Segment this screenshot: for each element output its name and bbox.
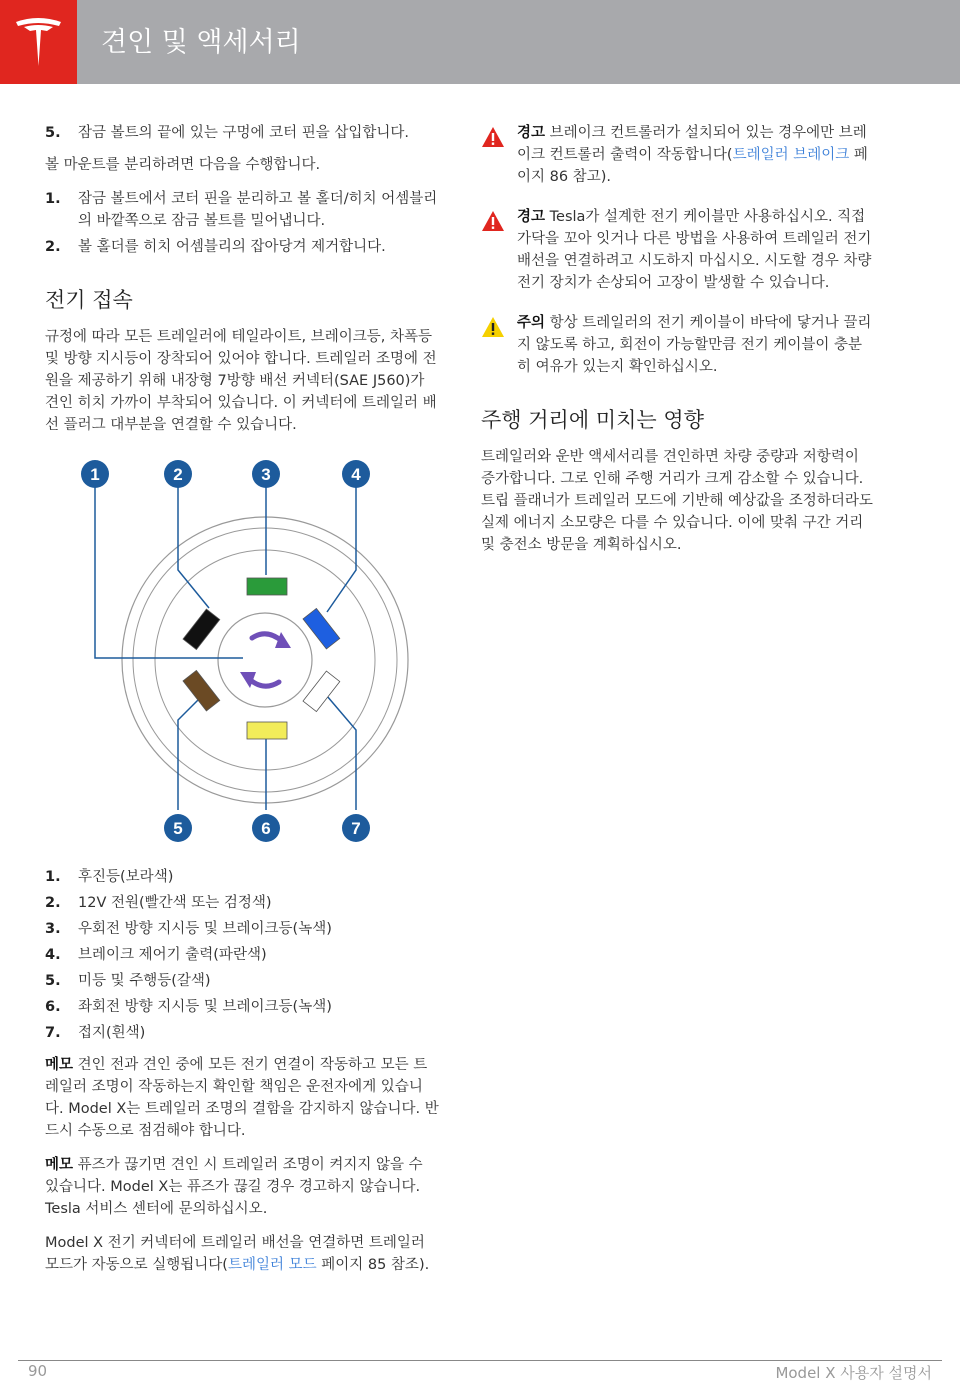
callout-7 — [342, 814, 370, 842]
callout-5-label: 5 — [173, 819, 183, 838]
callout-7-label: 7 — [351, 819, 361, 838]
page-title: 견인 및 액세서리 — [101, 27, 301, 58]
pin-description: 접지(흰색) — [78, 1025, 146, 1041]
pin-number: 4. — [45, 947, 61, 963]
caution-text: 항상 트레일러의 전기 케이블이 바닥에 닿거나 끌리지 않도록 하고, 회전이 가능할만큼 전기 케이블이 충분히 여유가 있는지 확인하십시오. — [517, 315, 872, 375]
warning-text-block — [517, 206, 876, 294]
leader-5 — [178, 690, 208, 810]
callout-1 — [81, 460, 109, 488]
pin-5-brown — [183, 670, 220, 710]
trailer-mode-page-ref: 페이지 85 참조). — [316, 1257, 430, 1273]
warning-label: 경고 — [517, 125, 546, 141]
step-number: 1. — [45, 191, 61, 207]
caution-label: 주의 — [517, 315, 546, 331]
trailer-mode-text: Model X 전기 커넥터에 트레일러 배선을 연결하면 트레일러 모드가 자동으로 실행됩니다( — [45, 1235, 425, 1273]
tesla-logo — [0, 0, 77, 84]
outer-ring-inner — [133, 528, 397, 792]
range-paragraph: 트레일러와 운반 액세서리를 견인하면 차량 중량과 저항력이 증가합니다. 그로 인해 주행 거리가 크게 감소할 수 있습니다. 트립 플래너가 트레일러 모드에 기반해 예상값을 조정하더라도 실제 에너지 소모량은 다를 수 있습니다. 이에 맞춰 구간 거리 및 충전소 방문을 계획하십시오. — [481, 449, 873, 553]
electrical-paragraph: 규정에 따라 모든 트레일러에 테일라이트, 브레이크등, 차폭등 및 방향 지시등이 장착되어 있어야 합니다. 트레일러 조명에 전원을 제공하기 위해 내장형 7방향 배선 커넥터(SAE J560)가 견인 히치 가까이 부착되어 있습니다. 이 커넥터에 트레일러 배선 플러그 대부분을 연결할 수 있습니다. — [45, 329, 437, 433]
electrical-heading: 전기 접속 — [45, 288, 133, 312]
connector-diagram — [45, 450, 440, 850]
detach-step — [45, 188, 440, 232]
step-number: 5. — [45, 125, 61, 141]
detach-step — [45, 236, 440, 258]
memo-label: 메모 — [45, 1157, 74, 1173]
pin-number: 5. — [45, 973, 61, 989]
caution-text-block — [517, 312, 876, 378]
caution-icon — [481, 316, 505, 338]
leader-2 — [178, 486, 209, 608]
callout-5 — [164, 814, 192, 842]
install-step-5 — [45, 122, 440, 144]
pin-description: 후진등(보라색) — [78, 869, 174, 885]
tesla-logo-icon — [14, 16, 63, 68]
leader-1 — [95, 486, 243, 658]
right-column — [481, 122, 876, 568]
pin-description: 좌회전 방향 지시등 및 브레이크등(녹색) — [78, 999, 332, 1015]
warning-label: 경고 — [517, 209, 546, 225]
callout-2-label: 2 — [173, 465, 183, 484]
warning-text-block — [517, 122, 876, 188]
connector-diagram-svg — [45, 450, 440, 850]
trailer-mode-paragraph — [45, 1232, 440, 1276]
callout-1-label: 1 — [90, 465, 100, 484]
pin-legend-item — [45, 996, 440, 1018]
step-text: 잠금 볼트의 끝에 있는 구멍에 코터 핀을 삽입합니다. — [78, 125, 410, 141]
pin-number: 3. — [45, 921, 61, 937]
step-number: 2. — [45, 239, 61, 255]
detach-step-list — [45, 188, 440, 258]
callout-6-label: 6 — [261, 819, 271, 838]
memo-label: 메모 — [45, 1057, 74, 1073]
pin-description: 우회전 방향 지시등 및 브레이크등(녹색) — [78, 921, 332, 937]
memo-text: 견인 전과 견인 중에 모든 전기 연결이 작동하고 모든 트레일러 조명이 작동하는지 확인할 책임은 운전자에게 있습니다. Model X는 트레일러 조명의 결함을 감지하지 않습니다. 반드시 수동으로 점검해야 합니다. — [45, 1057, 439, 1139]
pin-6-yellow — [247, 722, 287, 739]
callout-4-label: 4 — [351, 465, 361, 484]
warning-brake-controller — [481, 122, 876, 188]
pin-description: 미등 및 주행등(갈색) — [78, 973, 211, 989]
pin-legend-item — [45, 1022, 440, 1044]
memo-lighting — [45, 1054, 440, 1142]
trailer-mode-link[interactable]: 트레일러 모드 — [227, 1257, 317, 1273]
trailer-brake-link[interactable]: 트레일러 브레이크 — [732, 147, 850, 163]
step-text: 볼 홀더를 히치 어셈블리의 잡아당겨 제거합니다. — [78, 239, 386, 255]
leader-7 — [327, 696, 356, 810]
pin-3-green — [247, 578, 287, 595]
warning-icon — [481, 210, 505, 232]
footer-divider — [18, 1360, 942, 1361]
outer-ring — [122, 517, 408, 803]
install-step-list — [45, 122, 440, 144]
callout-3-label: 3 — [261, 465, 271, 484]
callout-3 — [252, 460, 280, 488]
callout-4 — [342, 460, 370, 488]
pin-description: 브레이크 제어기 출력(파란색) — [78, 947, 267, 963]
pin-legend-item — [45, 866, 440, 888]
step-text: 잠금 볼트에서 코터 핀을 분리하고 볼 홀더/히치 어셈블리의 바깥쪽으로 잠금 볼트를 밀어냅니다. — [78, 191, 438, 229]
left-column — [45, 122, 440, 1288]
pin-number: 2. — [45, 895, 61, 911]
warning-text: Tesla가 설계한 전기 케이블만 사용하십시오. 직접 가닥을 꼬아 잇거나 다른 방법을 사용하여 트레일러 전기 배선을 연결하려고 시도하지 마십시오. 시도할 경우 차량 전기 장치가 손상되어 고장이 발생할 수 있습니다. — [517, 209, 872, 291]
memo-text: 퓨즈가 끊기면 견인 시 트레일러 조명이 켜지지 않을 수 있습니다. Model X는 퓨즈가 끊길 경우 경고하지 않습니다. Tesla 서비스 센터에 문의하십시오. — [45, 1157, 423, 1217]
warning-text: 브레이크 컨트롤러가 설치되어 있는 경우에만 브레이크 컨트롤러 출력이 작동합니다( — [517, 125, 867, 163]
pin-legend-item — [45, 892, 440, 914]
range-heading: 주행 거리에 미치는 영향 — [481, 408, 704, 432]
pin-legend-list — [45, 866, 440, 1044]
callout-6 — [252, 814, 280, 842]
page-header — [0, 0, 960, 84]
pin-legend-item — [45, 970, 440, 992]
memo-fuse — [45, 1154, 440, 1220]
center-hub — [218, 613, 312, 707]
warning-icon — [481, 126, 505, 148]
caution-cable-drag — [481, 312, 876, 378]
detach-intro: 볼 마운트를 분리하려면 다음을 수행합니다. — [45, 157, 321, 173]
pin-number: 6. — [45, 999, 61, 1015]
warning-cable — [481, 206, 876, 294]
pin-number: 1. — [45, 869, 61, 885]
page-number: 90 — [28, 1362, 48, 1380]
pin-2-black — [183, 609, 220, 649]
pin-number: 7. — [45, 1025, 61, 1041]
warning-page-ref: 페이지 86 참고). — [517, 147, 868, 185]
callout-2 — [164, 460, 192, 488]
pin-legend-item — [45, 918, 440, 940]
pin-legend-item — [45, 944, 440, 966]
leader-4 — [327, 486, 356, 612]
pin-description: 12V 전원(빨간색 또는 검정색) — [78, 895, 272, 911]
document-title: Model X 사용자 설명서 — [775, 1364, 932, 1382]
